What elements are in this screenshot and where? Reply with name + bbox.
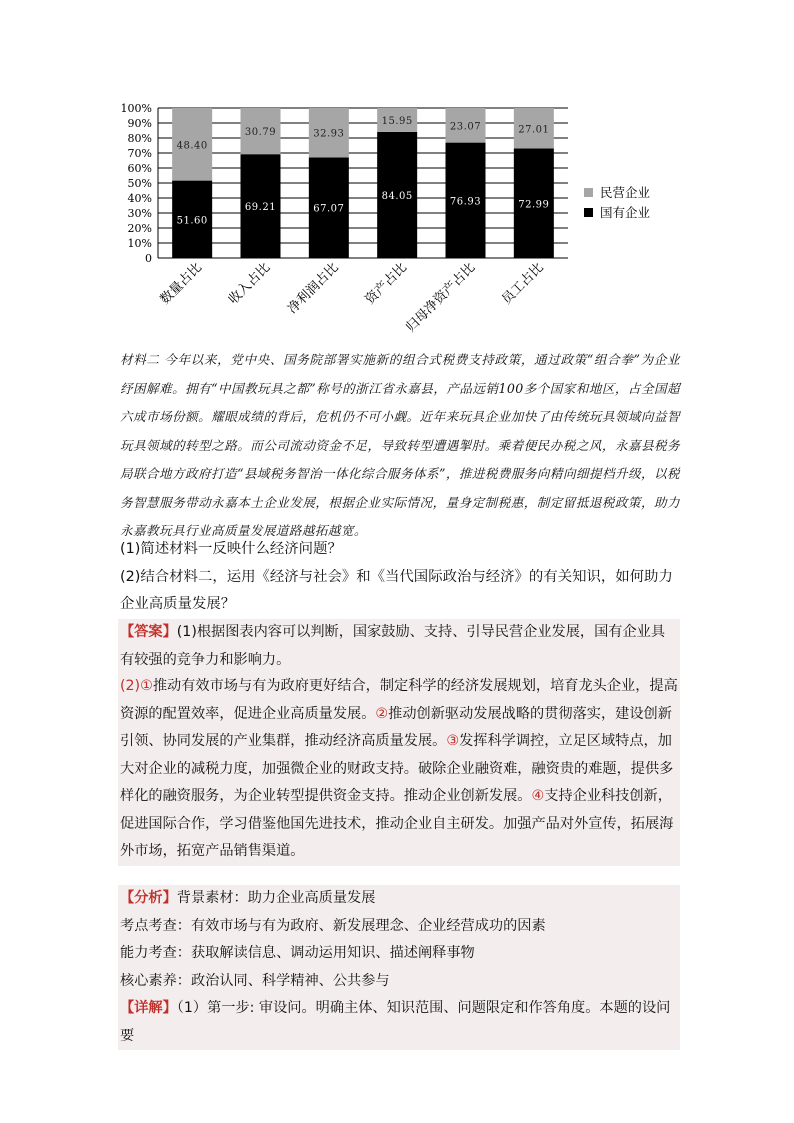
answer-point-3: 发挥科学调控，立足区域特点，加大对企业的减税力度，加强微企业的财政支持。破除企业融资难，融资贵的难题，提供多样化的融资服务，为企业转型提供资金支持。推动企业创新发展。 [120,733,674,804]
y-tick-label: 70% [127,147,152,160]
data-label: 84.05 [381,190,413,202]
analysis-points: 考点考查：有效市场与有为政府、新发展理念、企业经营成功的因素 [120,917,546,934]
y-tick-label: 0 [145,252,152,265]
data-label: 51.60 [176,215,208,227]
x-tick-label: 收入占比 [225,260,274,308]
data-label: 30.79 [244,127,277,139]
marker-3: ③ [446,733,460,749]
analysis-block [118,885,680,1050]
y-tick-label: 10% [127,237,152,250]
analysis-literacy: 核心素养：政治认同、科学精神、公共参与 [120,972,390,989]
answer-tag: 【答案】 [120,624,177,640]
marker-1: ① [140,678,153,694]
answer-point-4: 支持企业科技创新，促进国际合作，学习借鉴他国先进技术，推动企业自主研发。加强产品对外宣传，拓展海外市场，拓宽产品销售渠道。 [120,788,674,859]
data-label: 76.93 [449,196,482,208]
legend-swatch [584,208,593,217]
marker-4: ④ [531,788,545,804]
answer-text-1: (1)根据图表内容可以判断，国家鼓励、支持、引导民营企业发展，国有企业具有较强的竞争力和影响力。 [120,624,666,668]
detail-text: （1）第一步: 审设问。明确主体、知识范围、问题限定和作答角度。本题的设问要 [120,1000,671,1044]
x-tick-label: 净利润占比 [285,260,342,317]
data-label: 27.01 [518,124,550,136]
data-label: 48.40 [176,140,208,152]
answer-part2-prefix: (2) [120,678,141,694]
x-tick-label: 员工占比 [499,260,547,308]
y-tick-label: 80% [127,132,152,145]
y-tick-label: 20% [127,222,152,235]
y-tick-label: 60% [127,162,152,175]
detail-tag: 【详解】 [120,1000,177,1016]
question-2: (2)结合材料二，运用《经济与社会》和《当代国际政治与经济》的有关知识，如何助力企业高质量发展？ [120,569,673,612]
y-tick-label: 30% [127,207,152,220]
data-label: 23.07 [449,121,482,133]
data-label: 72.99 [518,199,550,211]
y-tick-label: 90% [127,117,152,130]
answer-part-1 [118,619,680,674]
analysis-ability: 能力考查：获取解读信息、调动运用知识、描述阐释事物 [120,945,475,961]
marker-2: ② [375,705,389,722]
y-tick-label: 100% [120,102,152,115]
y-tick-label: 50% [127,177,152,190]
answer-point-2: 推动创新驱动发展战略的贯彻落实，建设创新引领、协同发展的产业集群，推动经济高质量发展。 [120,705,672,749]
legend-swatch [584,188,593,197]
answer-part-2 [118,673,680,866]
answer-point-1: 推动有效市场与有为政府更好结合，制定科学的经济发展规划，培育龙头企业，提高资源的配置效率，促进企业高质量发展。 [120,678,678,722]
x-tick-label: 资产占比 [362,260,410,308]
legend-label: 国有企业 [600,205,651,220]
data-label: 67.07 [313,203,345,215]
analysis-tag: 【分析】 [120,890,177,906]
data-label: 32.93 [313,128,345,140]
x-tick-label: 数量占比 [157,260,205,308]
stacked-bar-chart [110,96,690,346]
legend-label: 民营企业 [600,185,651,200]
question-1: (1)简述材料一反映什么经济问题？ [120,541,342,557]
material-two-text: 材料二 今年以来，党中央、国务院部署实施新的组合式税费支持政策，通过政策“组合拳”为企业纾困解难。拥有“中国教玩具之都”称号的浙江省永嘉县，产品远销100多个国家和地区，占全国超六成市场份额。耀眼成绩的背后，危机仍不可小觑。近年来玩具企业加快了由传统玩具领域向益智玩具领域的转型之路。而公司流动资金不足，导致转型遭遇掣肘。乘着便民办税之风，永嘉县税务局联合地方政府打造“县域税务智治一体化综合服务体系”，推进税费服务向精向细提档升级，以税务智慧服务带动永嘉本土企业发展，根据企业实际情况，量身定制税惠，制定留抵退税政策，助力永嘉教玩具行业高质量发展道路越拓越宽。 [120,352,680,538]
analysis-background: 背景素材：助力企业高质量发展 [176,890,376,906]
data-label: 15.95 [381,115,413,127]
y-tick-label: 40% [127,192,152,205]
data-label: 69.21 [244,202,277,214]
x-tick-label: 归母净资产占比 [403,260,479,336]
